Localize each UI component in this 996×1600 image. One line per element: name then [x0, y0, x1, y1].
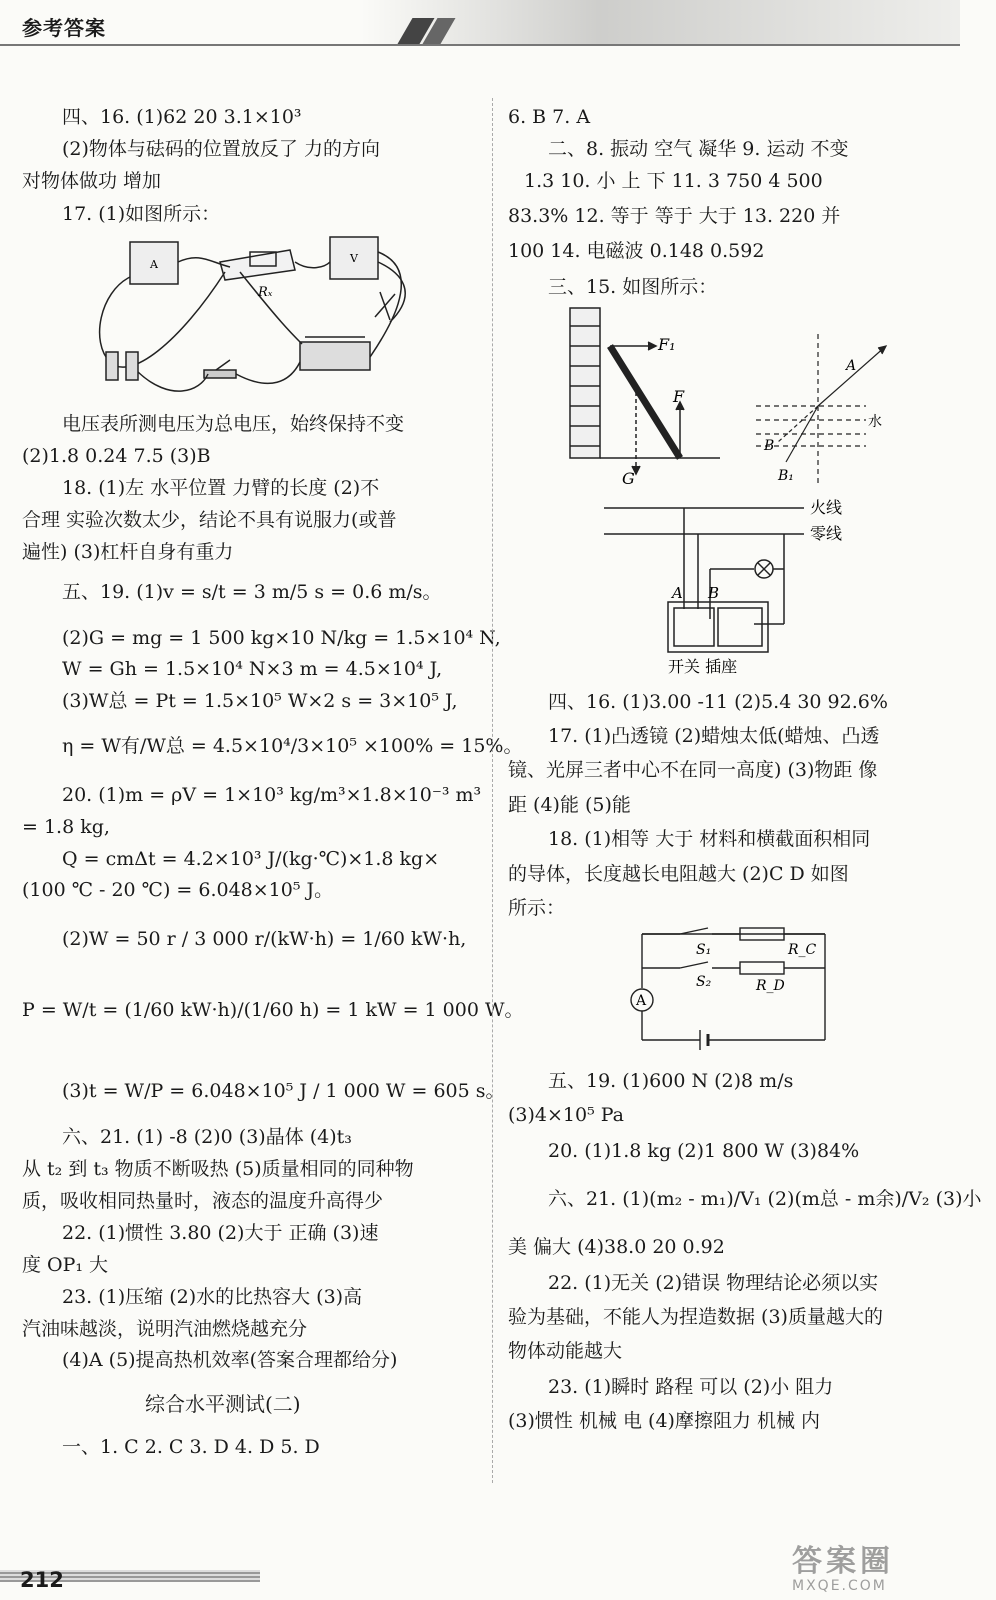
- header-title: 参考答案: [22, 16, 106, 40]
- answer-line: 6. B 7. A: [508, 106, 591, 128]
- switch-a-label: A: [672, 584, 683, 602]
- answer-line: (100 ℃ - 20 ℃) = 6.048×10⁵ J。: [22, 879, 334, 901]
- answer-line: 的导体，长度越长电阻越大 (2)C D 如图: [508, 863, 849, 885]
- answer-line: 四、16. (1)62 20 3.1×10³: [62, 106, 302, 128]
- answer-line: 22. (1)惯性 3.80 (2)大于 正确 (3)速: [62, 1222, 379, 1244]
- answer-line: = 1.8 kg,: [22, 816, 110, 838]
- answer-line: 对物体做功 增加: [22, 170, 162, 192]
- answer-line: 22. (1)无关 (2)错误 物理结论必须以实: [548, 1272, 879, 1294]
- socket-b-label: B: [708, 584, 720, 602]
- answer-line: η = W有/W总 = 4.5×10⁴/3×10⁵ ×100% = 15%。: [62, 735, 523, 757]
- answer-line: 度 OP₁ 大: [22, 1254, 109, 1276]
- answer-line: 汽油味越淡，说明汽油燃烧越充分: [22, 1318, 308, 1340]
- answer-line: (3)t = W/P = 6.048×10⁵ J / 1 000 W = 605 s。: [62, 1080, 505, 1102]
- section-title: 综合水平测试(二): [145, 1392, 301, 1416]
- switch-s1-label: S₁: [696, 942, 712, 958]
- resistor-rd-label: R_D: [756, 978, 785, 994]
- answer-line: 1.3 10. 小 上 下 11. 3 750 4 500: [524, 170, 823, 192]
- answer-line: (3)惯性 机械 电 (4)摩擦阻力 机械 内: [508, 1410, 821, 1432]
- switch-s2-label: S₂: [696, 974, 712, 990]
- circuit-diagram-voltmeter: [90, 232, 470, 404]
- answer-line: 六、21. (1)(m₂ - m₁)/V₁ (2)(m总 - m余)/V₂ (3)小: [548, 1188, 982, 1210]
- answer-line: Q = cmΔt = 4.2×10³ J/(kg·℃)×1.8 kg×: [62, 848, 440, 870]
- answer-line: 17. (1)凸透镜 (2)蜡烛太低(蜡烛、凸透: [548, 725, 880, 747]
- force-f1-label: F₁: [658, 335, 676, 354]
- answer-line: 合理 实验次数太少，结论不具有说服力(或普: [22, 509, 397, 531]
- answer-line: 美 偏大 (4)38.0 20 0.92: [508, 1236, 725, 1258]
- household-wiring-diagram: [604, 494, 874, 680]
- answer-line: 18. (1)相等 大于 材料和横截面积相同: [548, 828, 871, 850]
- force-f-label: F: [673, 387, 685, 406]
- answer-line: 23. (1)瞬时 路程 可以 (2)小 阻力: [548, 1376, 834, 1398]
- answer-line: 20. (1)m = ρV = 1×10³ kg/m³×1.8×10⁻³ m³: [62, 784, 482, 806]
- answer-line: 六、21. (1) -8 (2)0 (3)晶体 (4)t₃: [62, 1126, 352, 1148]
- answer-line: 五、19. (1)v = s/t = 3 m/5 s = 0.6 m/s。: [62, 581, 442, 603]
- answer-line: 验为基础，不能人为捏造数据 (3)质量越大的: [508, 1306, 883, 1328]
- answer-line: 质，吸收相同热量时，液态的温度升高得少: [22, 1190, 384, 1212]
- page-number: 212: [20, 1568, 64, 1592]
- answer-line: 距 (4)能 (5)能: [508, 794, 631, 816]
- point-a-label: A: [846, 358, 857, 374]
- answer-line: 物体动能越大: [508, 1340, 623, 1362]
- answer-line: 遍性) (3)杠杆自身有重力: [22, 541, 234, 563]
- wiring-caption: 开关 插座: [668, 657, 738, 676]
- column-divider: [492, 98, 493, 1483]
- water-label: 水: [868, 414, 882, 430]
- answer-line: 23. (1)压缩 (2)水的比热容大 (3)高: [62, 1286, 363, 1308]
- answer-line: 20. (1)1.8 kg (2)1 800 W (3)84%: [548, 1140, 860, 1162]
- header-rule: [0, 44, 960, 46]
- answer-line: W = Gh = 1.5×10⁴ N×3 m = 4.5×10⁴ J,: [62, 658, 443, 680]
- answer-line: 从 t₂ 到 t₃ 物质不断吸热 (5)质量相同的同种物: [22, 1158, 414, 1180]
- ammeter-label: A: [150, 258, 158, 271]
- answer-line: (2)物体与砝码的位置放反了 力的方向: [62, 138, 380, 160]
- answer-line: P = W/t = (1/60 kW·h)/(1/60 h) = 1 kW = 1 000 W。: [22, 999, 524, 1021]
- answer-line: 18. (1)左 水平位置 力臂的长度 (2)不: [62, 477, 380, 499]
- refraction-diagram: [756, 334, 896, 484]
- voltmeter-label: V: [350, 252, 358, 265]
- page-header: [0, 0, 996, 48]
- answer-line: 电压表所测电压为总电压，始终保持不变: [62, 413, 405, 435]
- answer-line: (2)G = mg = 1 500 kg×10 N/kg = 1.5×10⁴ N,: [62, 627, 501, 649]
- watermark-logo: 答案圈 MXQE.COM: [792, 1544, 894, 1594]
- live-wire-label: 火线: [810, 498, 843, 517]
- answer-line: (2)W = 50 r / 3 000 r/(kW·h) = 1/60 kW·h,: [62, 928, 467, 950]
- ammeter-label: A: [636, 993, 647, 1009]
- answer-line: 镜、光屏三者中心不在同一高度) (3)物距 像: [508, 759, 878, 781]
- answer-line: (2)1.8 0.24 7.5 (3)B: [22, 445, 211, 467]
- answer-line: 二、8. 振动 空气 凝华 9. 运动 不变: [548, 138, 849, 160]
- resistor-rc-label: R_C: [788, 942, 817, 958]
- answer-line: 83.3% 12. 等于 等于 大于 13. 220 并: [508, 205, 841, 227]
- parallel-circuit-diagram: [620, 924, 840, 1060]
- answer-line: 一、1. C 2. C 3. D 4. D 5. D: [62, 1436, 320, 1458]
- answer-line: (3)W总 = Pt = 1.5×10⁵ W×2 s = 3×10⁵ J,: [62, 690, 458, 712]
- lever-diagram: [560, 306, 720, 486]
- answer-line: 100 14. 电磁波 0.148 0.592: [508, 240, 765, 262]
- answer-line: 五、19. (1)600 N (2)8 m/s: [548, 1070, 794, 1092]
- answer-line: (4)A (5)提高热机效率(答案合理都给分): [62, 1349, 398, 1371]
- point-b-label: B: [764, 438, 775, 454]
- page-footer: [0, 1540, 996, 1600]
- answer-line: 17. (1)如图所示：: [62, 203, 221, 225]
- resistor-label: Rₓ: [258, 285, 273, 300]
- answer-line: (3)4×10⁵ Pa: [508, 1104, 625, 1126]
- gravity-g-label: G: [622, 469, 635, 486]
- answer-line: 四、16. (1)3.00 -11 (2)5.4 30 92.6%: [548, 691, 888, 713]
- answer-line: 所示：: [508, 897, 566, 919]
- point-b1-label: B₁: [778, 468, 794, 484]
- neutral-wire-label: 零线: [810, 524, 843, 543]
- answer-line: 三、15. 如图所示：: [548, 276, 718, 298]
